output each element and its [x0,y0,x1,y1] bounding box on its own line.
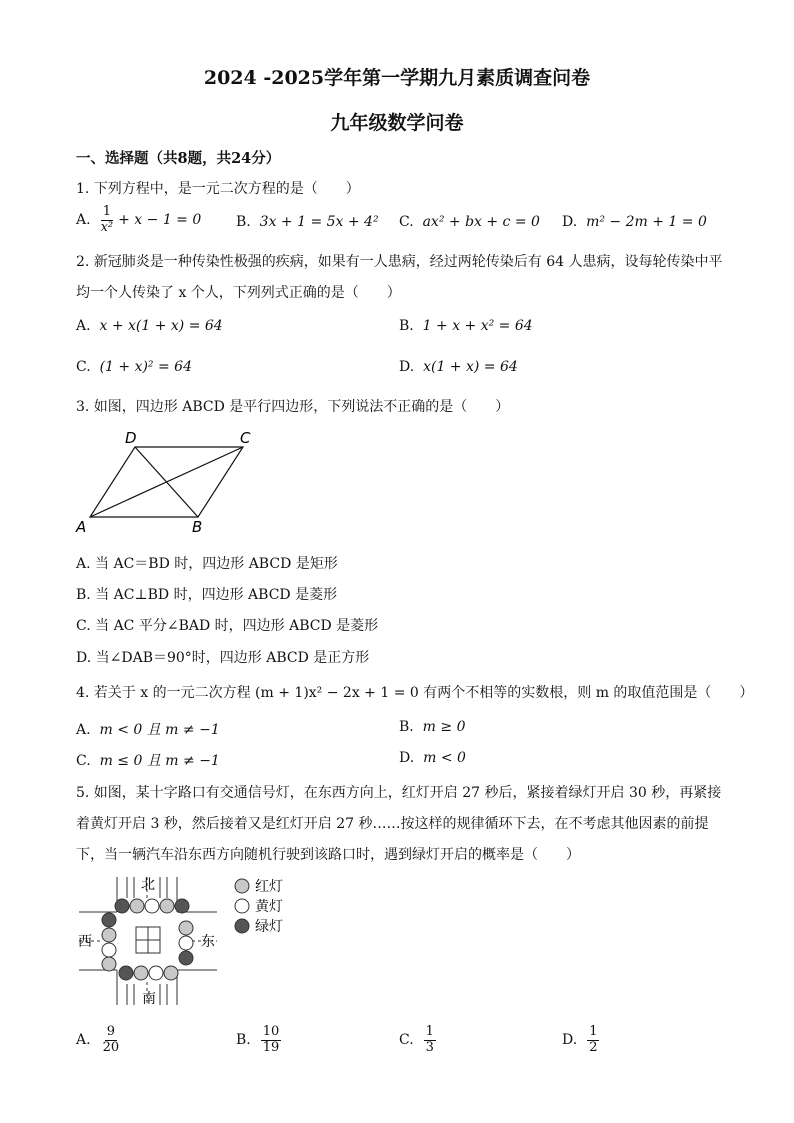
q3-option-c: C. 当 AC 平分∠BAD 时，四边形 ABCD 是菱形 [76,618,379,634]
red-light [102,957,116,971]
q5-option-a [76,1025,124,1056]
q2-stem-line1: 2. 新冠肺炎是一种传染性极强的疾病，如果有一人患病，经过两轮传染后有 64 人患病，设每轮传染中平 [76,254,723,270]
parallelogram-figure [70,425,270,540]
option-text: x + x(1 + x) = 64 [99,318,223,334]
denominator: 20 [102,1039,120,1055]
option-label: A. [76,1032,91,1049]
option-text: x(1 + x) = 64 [423,359,518,375]
yellow-light [179,936,193,950]
numerator: 10 [262,1024,280,1039]
q4-stem: 4. 若关于 x 的一元二次方程 (m + 1)x² − 2x + 1 = 0 有两个不相等的实数根，则 m 的取值范围是（ ） [76,685,754,701]
option-text: + x − 1 = 0 [118,212,202,229]
red-light [164,966,178,980]
numerator: 9 [106,1024,115,1039]
vertex-label-c: C [240,429,251,447]
q3-stem: 3. 如图，四边形 ABCD 是平行四边形，下列说法不正确的是（ ） [76,399,510,415]
q1-option-a [76,205,201,236]
green-light [175,899,189,913]
q5-stem-line3: 下，当一辆汽车沿东西方向随机行驶到该路口时，遇到绿灯开启的概率是（ ） [76,847,580,863]
legend-green-label: 绿灯 [255,919,283,935]
vertex-label-d: D [125,429,137,447]
option-text: 3x + 1 = 5x + 4² [259,214,379,230]
q2-stem-line2: 均一个人传染了 x 个人，下列列式正确的是（ ） [76,285,401,301]
denominator: 2 [589,1039,598,1055]
q5-stem-line2: 着黄灯开启 3 秒，然后接着又是红灯开启 27 秒……按这样的规律循环下去，在不考虑其他因素的前提 [76,816,709,832]
intersection-figure [74,872,304,1010]
option-label: B. [399,318,414,334]
option-label: B. [399,719,414,735]
legend-red-swatch [235,879,249,893]
option-text: m² − 2m + 1 = 0 [586,214,707,230]
red-light [134,966,148,980]
option-text: m < 0 且 m ≠ −1 [99,722,220,738]
diagonal-bd [135,447,198,517]
vertex-label-b: B [192,518,203,536]
section-heading: 一、选择题（共8题，共24分） [76,150,281,167]
fraction [99,205,116,236]
option-text: ax² + bx + c = 0 [422,214,540,230]
option-label: A. [76,318,91,334]
yellow-light [149,966,163,980]
q3-option-a: A. 当 AC＝BD 时，四边形 ABCD 是矩形 [76,556,338,572]
q3-option-b: B. 当 AC⊥BD 时，四边形 ABCD 是菱形 [76,587,338,603]
option-label: C. [76,359,91,375]
q2-option-c [76,359,192,375]
south-label: 南 [142,991,156,1007]
title-line2: 九年级数学问卷 [330,112,464,134]
option-label: D. [399,359,415,375]
green-light [119,966,133,980]
legend-yellow-label: 黄灯 [255,899,283,915]
yellow-light [102,943,116,957]
q2-option-b [399,318,533,334]
option-text: m ≤ 0 且 m ≠ −1 [99,753,220,769]
q5-option-d [562,1025,602,1056]
legend-red-label: 红灯 [255,879,283,895]
q4-option-c [76,750,220,770]
numerator: 1 [425,1024,434,1039]
q5-option-c [399,1025,439,1056]
q4-option-a [76,719,220,739]
denominator: 19 [262,1039,280,1055]
green-light [115,899,129,913]
q2-option-a [76,318,223,334]
q4-option-b [399,719,465,735]
denominator: 3 [425,1039,434,1055]
q1-stem: 1. 下列方程中，是一元二次方程的是（ ） [76,181,360,197]
option-label: B. [236,214,251,230]
q4-option-d [399,750,466,766]
red-light [130,899,144,913]
option-text: 1 + x + x² = 64 [422,318,533,334]
option-label: C. [399,214,414,230]
legend-yellow-swatch [235,899,249,913]
q1-option-d [562,214,707,230]
option-text: m < 0 [423,750,466,766]
option-label: A. [76,212,91,229]
q2-option-d [399,359,518,375]
north-label: 北 [141,877,155,893]
option-text: (1 + x)² = 64 [99,359,192,375]
numerator: 1 [102,204,111,219]
red-light [160,899,174,913]
fraction [424,1025,436,1056]
option-label: D. [562,1032,578,1049]
q3-option-d: D. 当∠DAB＝90°时，四边形 ABCD 是正方形 [76,650,370,666]
yellow-light [145,899,159,913]
q1-option-b [236,214,379,230]
green-light [102,913,116,927]
fraction [101,1025,122,1056]
west-label: 西 [78,934,92,950]
green-light [179,951,193,965]
title-line1: 2024 -2025学年第一学期九月素质调查问卷 [203,67,591,89]
red-light [179,921,193,935]
option-label: C. [76,753,91,769]
q1-option-c [399,214,540,230]
option-label: A. [76,722,91,738]
vertex-label-a: A [76,518,87,536]
option-label: B. [236,1032,251,1049]
option-label: C. [399,1032,414,1049]
legend-green-swatch [235,919,249,933]
option-label: D. [562,214,578,230]
q5-option-b [236,1025,284,1056]
east-label: 东 [201,934,215,950]
fraction [587,1025,599,1056]
numerator: 1 [589,1024,598,1039]
q5-stem-line1: 5. 如图，某十字路口有交通信号灯，在东西方向上，红灯开启 27 秒后，紧接着绿灯开启 30 秒，再紧接 [76,785,722,801]
fraction [261,1025,282,1056]
red-light [102,928,116,942]
option-label: D. [399,750,415,766]
denominator: x² [100,219,114,235]
option-text: m ≥ 0 [422,719,466,735]
